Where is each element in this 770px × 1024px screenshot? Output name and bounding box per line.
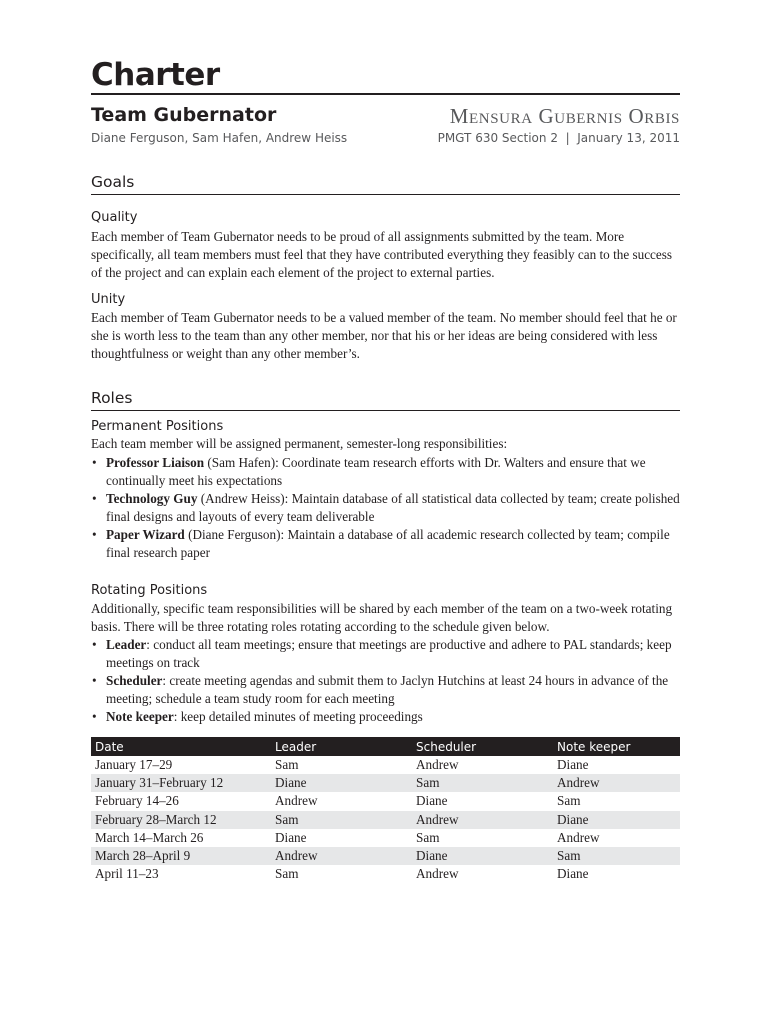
- date-cell: March 28–April 9: [91, 847, 271, 865]
- column-header-date: Date: [91, 737, 271, 756]
- date-cell: April 11–23: [95, 866, 159, 882]
- list-item: [91, 636, 680, 672]
- role-name: Scheduler: [106, 673, 163, 688]
- role-description: : keep detailed minutes of meeting proceedings: [173, 709, 423, 724]
- leader-cell: Sam: [275, 757, 299, 773]
- leader-cell: Sam: [271, 811, 412, 829]
- scheduler-cell: Sam: [416, 829, 440, 845]
- title-rule: [91, 93, 680, 95]
- quality-paragraph: Each member of Team Gubernator needs to be proud of all assignments submitted by the team. More specifically, all team members must feel that they have contributed everything they feasibly can to the success of the project and can explain each element of the project to external parties.: [91, 229, 673, 280]
- note-keeper-cell: Sam: [553, 847, 680, 865]
- course-and-date: PMGT 630 Section 2 | January 13, 2011: [437, 131, 680, 145]
- role-description: (Diane Ferguson): Maintain a database of all academic research collected by team; compile final research paper: [106, 527, 670, 560]
- rotating-positions-subheading: Rotating Positions: [91, 583, 208, 598]
- role-description: : create meeting agendas and submit them to Jaclyn Hutchins at least 24 hours in advance of the meeting; schedule a team study room for each meeting: [106, 673, 669, 706]
- role-name: Technology Guy: [106, 491, 198, 506]
- table-row: [91, 847, 680, 865]
- column-header-scheduler: Scheduler: [412, 737, 553, 756]
- permanent-positions-intro: Each team member will be assigned permanent, semester-long responsibilities:: [91, 436, 508, 451]
- date-cell: February 14–26: [95, 793, 179, 809]
- table-row: [91, 792, 680, 810]
- role-description: (Sam Hafen): Coordinate team research efforts with Dr. Walters and ensure that we continually meet his expectations: [106, 455, 646, 488]
- document-title: Charter: [91, 57, 220, 93]
- note-keeper-cell: Diane: [557, 866, 589, 882]
- table-header-row: [91, 737, 680, 756]
- team-name: Team Gubernator: [91, 104, 277, 126]
- list-item: [91, 672, 680, 708]
- unity-subheading: Unity: [91, 292, 126, 307]
- leader-cell: Diane: [275, 829, 307, 845]
- permanent-positions-subheading: Permanent Positions: [91, 419, 224, 434]
- leader-cell: Andrew: [275, 793, 318, 809]
- unity-paragraph: Each member of Team Gubernator needs to be a valued member of the team. No member should feel that he or she is worth less to the team than any other member, nor that his or her ideas are being considered with less thoughtfulness or weight than any other member’s.: [91, 310, 677, 361]
- date-cell: January 31–February 12: [91, 774, 271, 792]
- note-keeper-cell: Diane: [553, 811, 680, 829]
- scheduler-cell: Andrew: [416, 757, 459, 773]
- column-header-leader: Leader: [271, 737, 412, 756]
- list-item: [91, 708, 680, 726]
- role-name: Professor Liaison: [106, 455, 205, 470]
- note-keeper-cell: Sam: [557, 793, 581, 809]
- date-cell: March 14–March 26: [95, 829, 204, 845]
- column-header-note-keeper: Note keeper: [553, 737, 680, 756]
- list-item: [91, 454, 680, 490]
- note-keeper-cell: Andrew: [557, 829, 600, 845]
- list-item: [91, 526, 680, 562]
- table-row: [91, 774, 680, 792]
- goals-heading: Goals: [91, 172, 680, 195]
- list-item: [91, 490, 680, 526]
- rotation-schedule-table: [91, 737, 680, 883]
- leader-cell: Sam: [275, 866, 299, 882]
- leader-cell: Andrew: [271, 847, 412, 865]
- scheduler-cell: Diane: [416, 793, 448, 809]
- leader-cell: Diane: [271, 774, 412, 792]
- team-motto: Mensura Gubernis Orbis: [449, 104, 680, 128]
- permanent-positions-list: [91, 454, 680, 562]
- table-row: [91, 756, 680, 774]
- date-cell: January 17–29: [95, 757, 173, 773]
- role-name: Paper Wizard: [106, 527, 185, 542]
- scheduler-cell: Sam: [412, 774, 553, 792]
- team-members: Diane Ferguson, Sam Hafen, Andrew Heiss: [91, 131, 348, 145]
- role-description: (Andrew Heiss): Maintain database of all statistical data collected by team; create polished final designs and layouts of every team deliverable: [106, 491, 680, 524]
- date-cell: February 28–March 12: [91, 811, 271, 829]
- scheduler-cell: Andrew: [412, 811, 553, 829]
- rotating-positions-list: [91, 636, 680, 726]
- role-name: Leader: [106, 637, 147, 652]
- table-row: [91, 829, 680, 847]
- roles-heading: Roles: [91, 388, 680, 411]
- note-keeper-cell: Diane: [557, 757, 589, 773]
- role-name: Note keeper: [106, 709, 174, 724]
- scheduler-cell: Diane: [412, 847, 553, 865]
- table-row: [91, 811, 680, 829]
- rotating-positions-intro: Additionally, specific team responsibilities will be shared by each member of the team on a two-week rotating basis. There will be three rotating roles rotating according to the schedule given below.: [91, 601, 673, 634]
- table-row: [91, 865, 680, 883]
- quality-subheading: Quality: [91, 210, 138, 225]
- scheduler-cell: Andrew: [416, 866, 459, 882]
- role-description: : conduct all team meetings; ensure that meetings are productive and adhere to PAL standards; keep meetings on track: [106, 637, 672, 670]
- note-keeper-cell: Andrew: [553, 774, 680, 792]
